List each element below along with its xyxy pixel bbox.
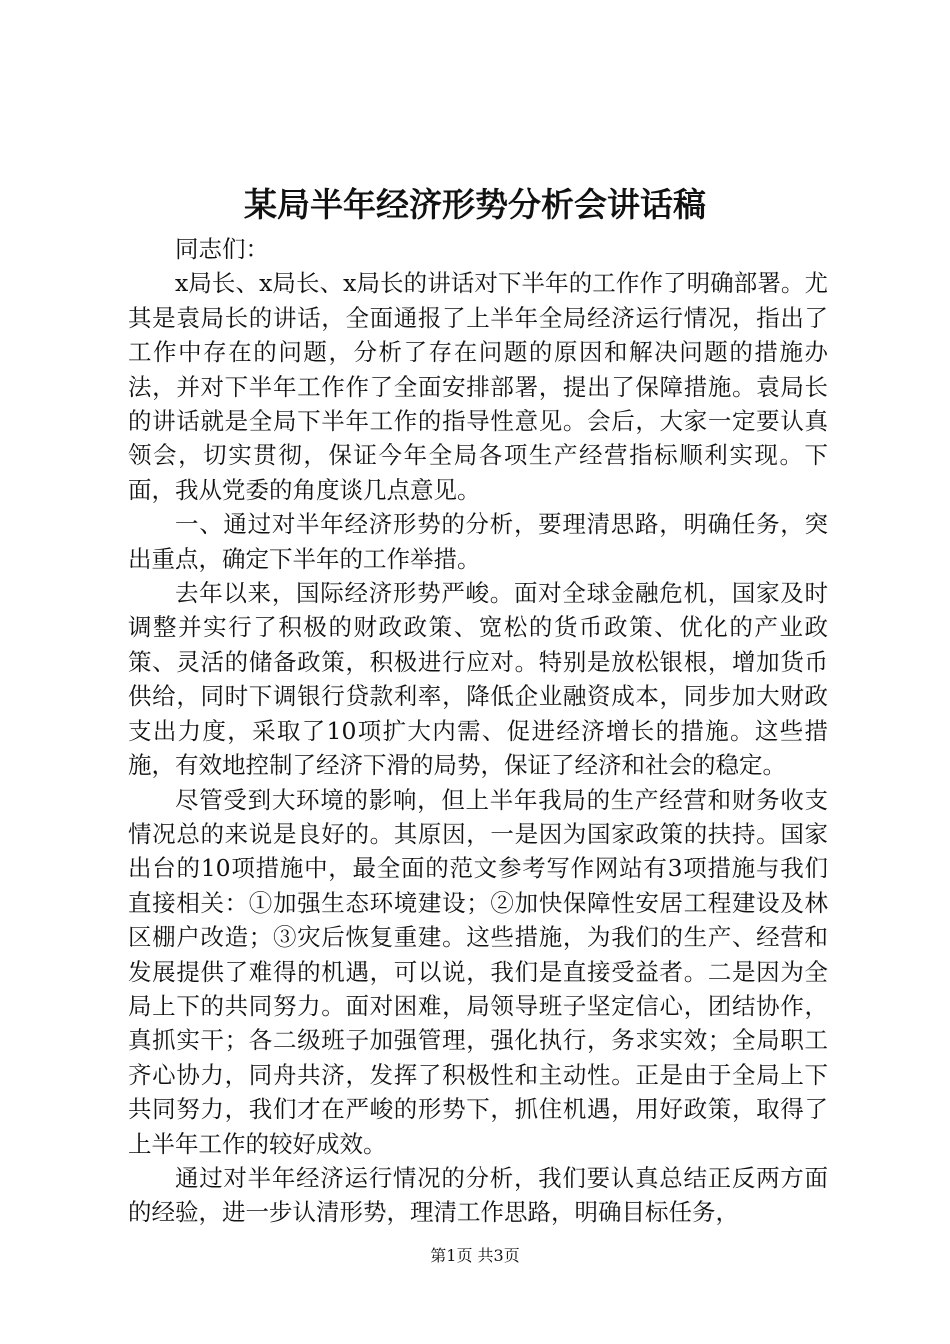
paragraph-section-heading: 一、通过对半年经济形势的分析，要理清思路，明确任务，突出重点，确定下半年的工作举措。 — [128, 510, 828, 573]
page-footer: 第1页 共3页 — [430, 1246, 520, 1265]
document-body — [128, 232, 828, 1230]
paragraph: x局长、x局长、x局长的讲话对下半年的工作作了明确部署。尤其是袁局长的讲话，全面通报了上半年全局经济运行情况，指出了工作中存在的问题，分析了存在问题的原因和解决问题的措施办法，并对下半年工作作了全面安排部署，提出了保障措施。袁局长的讲话就是全局下半年工作的指导性意见。会后，大家一定要认真领会，切实贯彻，保证今年全局各项生产经营指标顺利实现。下面，我从党委的角度谈几点意见。 — [128, 269, 828, 504]
paragraph: 去年以来，国际经济形势严峻。面对全球金融危机，国家及时调整并实行了积极的财政政策、宽松的货币政策、优化的产业政策、灵活的储备政策，积极进行应对。特别是放松银根，增加货币供给，同时下调银行贷款利率，降低企业融资成本，同步加大财政支出力度，采取了10项扩大内需、促进经济增长的措施。这些措施，有效地控制了经济下滑的局势，保证了经济和社会的稳定。 — [128, 579, 828, 780]
document-title: 某局半年经济形势分析会讲话稿 — [244, 185, 706, 224]
paragraph: 通过对半年经济运行情况的分析，我们要认真总结正反两方面的经验，进一步认清形势，理清工作思路，明确目标任务， — [128, 1163, 828, 1227]
paragraph-salutation: 同志们： — [175, 235, 269, 263]
paragraph: 尽管受到大环境的影响，但上半年我局的生产经营和财务收支情况总的来说是良好的。其原因，一是因为国家政策的扶持。国家出台的10项措施中，最全面的范文参考写作网站有3项措施与我们直接相关：①加强生态环境建设；②加快保障性安居工程建设及林区棚户改造；③灾后恢复重建。这些措施，为我们的生产、经营和发展提供了难得的机遇，可以说，我们是直接受益者。二是因为全局上下的共同努力。面对困难，局领导班子坚定信心，团结协作，真抓实干；各二级班子加强管理，强化执行，务求实效；全局职工齐心协力，同舟共济，发挥了积极性和主动性。正是由于全局上下共同努力，我们才在严峻的形势下，抓住机遇，用好政策，取得了上半年工作的较好成效。 — [128, 785, 828, 1158]
